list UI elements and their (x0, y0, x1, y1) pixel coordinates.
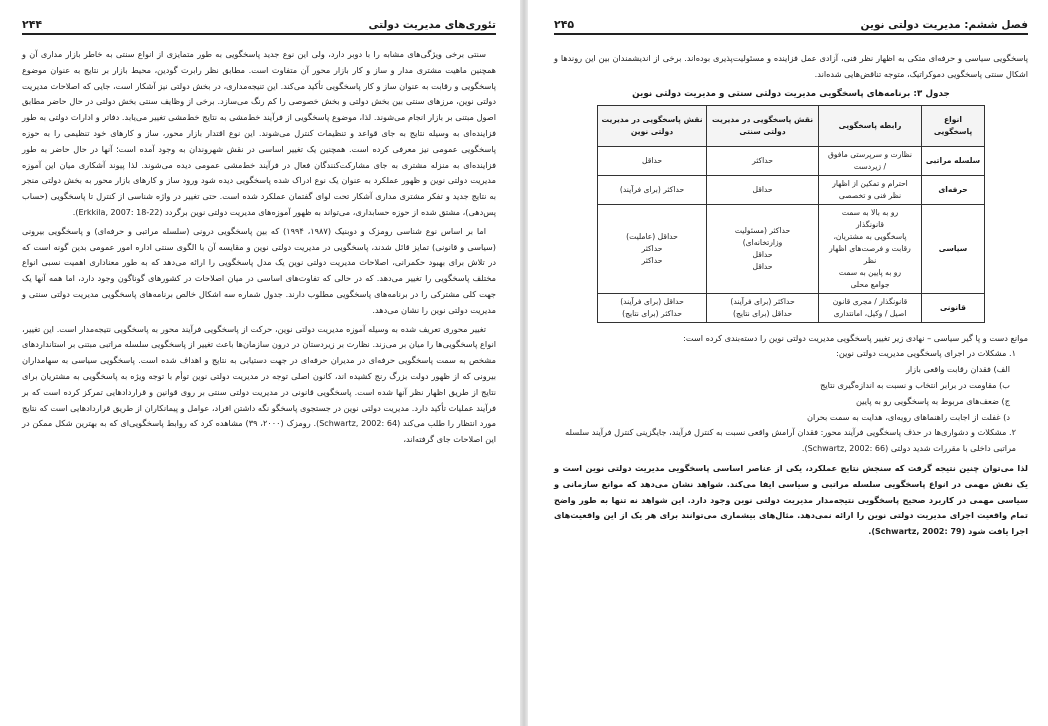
table-cell-new: حداکثر (برای فرآیند) (598, 175, 707, 204)
paragraph: سنتی برخی ویژگی‌های مشابه را با دوبر دارد، ولی این نوع جدید پاسخگویی به طور متمایزی از انواع سنتی به خاطر بازار مداری آن و همچنین ماهیت مشتری مدار و ساز و کار بازار محور آن متفاوت است. مطابق نظر رابرت گودین، محیط بازار بر نتایج به عنوان موضوع پاسخگویی و رقابت به عنوان ساز و کار پاسخگویی تأکید می‌کند. این تنیجه‌مداری، در بخش دولتی نیز آشکار است، جایی که اصلاحات مدیریت دولتی نوین، مرزهای سنتی بین بخش دولتی و بخش خصوصی را کم رنگ می‌سازد. برخی از وظایف سنتی بخش دولتی در حال حاضر مطابق اصول مبتنی بر بازار انجام می‌شوند. لذا، موضوع پاسخگویی از فرآیند خط‌مشی به نتایج خط‌مشی تغییر می‌یابد. دفاتر و ادارات دولتی به طور فزاینده‌ای به وسیله نتایج به جای قواعد و تنظیمات کنترل می‌شوند. این نوع اقتدار بازار محور، ساز و کارهای خود تنظیمی را به حوزه پاسخگویی عمومی نیز معرفی کرده است. همچنین یک تغییر اساسی در نقش شهروندان به وجود آمده است؛ آنها در حال حاضر به طور فزاینده‌ای به منزله مشتری به جای مشارکت‌کنندگان فعال در فرآیند خط‌مشی عمومی دیده می‌شوند. لذا پیوند آشکاری میان این آموزه مدیریت دولتی نوین و ظهور عملکرد به عنوان یک نوع ادراک شده پاسخگویی دیده شود ورود ساز و کارهای بازار محور به بخش دولتی منجر به نتایج جدید و تفکر مشتری مداری آشکار تحت لوای گفتمان عملکرد شده است. حتی تغییر در واژه شناسی از کنترل تا پاسخگویی (حساب پس‌دهی)، مشتق شده از حوزه حسابداری، می‌تواند به ظهور آموزه‌های مدیریت دولتی نوین برگردد (Erkkila, 2007: 18-22). (22, 49, 496, 217)
book-gutter (520, 0, 528, 726)
paragraph: لذا می‌توان چنین نتیجه گرفت که سنجش نتایج عملکرد، یکی از عناصر اساسی پاسخگویی مدیریت دولتی نوین است و یک نقش مهمی در انواع پاسخگویی سلسله مراتبی و سیاسی ایفا می‌کند. شواهد نشان می‌دهد که موانع سازمانی و سیاسی مهمی در کاربرد صحیح پاسخگویی نتیجه‌مدار مدیریت دولتی نوین وجود دارد. این شواهد نه تنها به طور واضح تمام واقعیت اجرای مدیریت دولتی نوین را ارائه نمی‌دهد. مثال‌های بیشماری می‌توانند برای هر یک از این واقعیت‌های اجرا یافت شود (Schwartz, 2002: 79). (554, 462, 1028, 537)
table-cell-new: حداقل (عاملیت) حداکثر حداکثر (598, 204, 707, 293)
left-page (0, 0, 520, 726)
table-cell-type: قانونی (922, 293, 985, 322)
citation: (Erkkila, 2007: 18-22) (75, 207, 163, 217)
right-intro (554, 51, 1028, 83)
table-row (598, 146, 985, 175)
list-item: ۱. مشکلات در اجرای پاسخگویی مدیریت دولتی نوین: (836, 348, 1016, 359)
table-cell-traditional: حداکثر (برای فرآیند) حداقل (برای نتایج) (707, 293, 819, 322)
conclusion (554, 461, 1028, 540)
table-cell-type: سیاسی (922, 204, 985, 293)
table-cell-relation: نظارت و سرپرستی مافوق / زیردست (819, 146, 922, 175)
table-cell-type: سلسله مراتبی (922, 146, 985, 175)
table-row (598, 204, 985, 293)
table-row (598, 293, 985, 322)
list-item: د) غفلت از اجابت راهنماهای رویه‌ای، هدایت به سمت بحران (806, 411, 1010, 422)
table-title: جدول ۳: برنامه‌های پاسخگویی مدیریت دولتی سنتی و مدیریت دولتی نوین (632, 88, 950, 99)
table-cell-relation: رو به بالا به سمت قانونگذار پاسخگویی به مشتریان، رقابت و فرصت‌های اظهار نظر رو به پایین به سمت جوامع محلی (819, 204, 922, 293)
table-cell-traditional: حداکثر (مسئولیت وزارتخانه‌ای) حداقل حداقل (707, 204, 819, 293)
left-page-number: ۲۴۴ (22, 18, 43, 31)
right-header-title: فصل ششم: مدیریت دولتی نوین (860, 19, 1028, 31)
table-cell-relation: احترام و تمکین از اظهار نظر فنی و تخصصی (819, 175, 922, 204)
paragraph: اما بر اساس نوع شناسی رومزک و دوبنیک (۱۹۸۷، ۱۹۹۴) که بین پاسخگویی درونی (سلسله مراتبی و حرفه‌ای) و پاسخگویی بیرونی (سیاسی و قانونی) تمایز قائل شدند، پاسخگویی در مدیریت دولتی نوین و مقایسه آن با الگوی سنتی اداره امور عمومی بدین گونه است که در تلاش برای بهبود حکمرانی، اصلاحات مدیریت دولتی نوین یک مدل پاسخگویی را ارائه می‌دهد که به طور معناداری اهمیت نسبی انواع مختلف پاسخگویی را تغییر می‌دهد. که در حالی که تفاوت‌های اساسی در میان اصلاحات در کشورهای گوناگون وجود دارد، اما همه آنها یک جهت کلی مشترکی را در برنامه‌های پاسخگویی مطلوب دارند. جدول شماره سه اشکال خالص برنامه‌های پاسخگویی مدیریت دولتی سنتی و مدیریت دولتی نوین را نشان می‌دهد. (22, 225, 496, 315)
right-page-number: ۲۴۵ (554, 18, 575, 31)
list-item: ۲. مشکلات و دشواری‌ها در حذف پاسخگویی فرآیند محور: فقدان آرامش واقعی نسبت به کنترل فرآیند، جایگزینی کنترل فرآیند سلسله مراتبی داخلی با مقررات شدید دولتی (Schwartz, 2002: 66). (565, 427, 1016, 454)
left-page-header (22, 18, 496, 35)
table-header: رابطه پاسخگویی (819, 105, 922, 146)
list-intro: موانع دست و پا گیر سیاسی – نهادی زیر تغییر پاسخگویی مدیریت دولتی نوین را دسته‌بندی کرده است: (683, 332, 1028, 343)
table-row (598, 175, 985, 204)
list-item: ج) ضعف‌های مربوط به پاسخگویی رو به پایین (855, 395, 1010, 406)
paragraph: پاسخگویی سیاسی و حرفه‌ای متکی به اظهار نظر فنی، آزادی عمل فزاینده و مسئولیت‌پذیری بوده‌اند. برخی از اندیشمندان بین این روندها و اشکال سنتی پاسخگویی دموکراتیک، متوجه تناقض‌هایی شده‌اند. (554, 53, 1028, 79)
table-header-row (598, 105, 985, 146)
table-header: نقش پاسخگویی در مدیریت دولتی نوین (598, 105, 707, 146)
left-header-title: تئوری‌های مدیریت دولتی (368, 19, 496, 31)
right-page-header (554, 18, 1028, 35)
list-item: ب) مقاومت در برابر انتخاب و نسبت به اندازه‌گیری نتایج (820, 379, 1010, 390)
table-cell-traditional: حداقل (707, 175, 819, 204)
list-item: الف) فقدان رقابت واقعی بازار (905, 364, 1010, 375)
table-header: نقش پاسخگویی در مدیریت دولتی سنتی (707, 105, 819, 146)
accountability-table (597, 105, 985, 323)
paragraph: تغییر محوری تعریف شده به وسیله آموزه مدیریت دولتی نوین، حرکت از پاسخگویی فرآیند محور به پاسخگویی نتیجه‌مدار است. این تغییر، انواع پاسخگویی‌ها را میان بر می‌زند. نظارت بر زیردستان در درون سازمان‌ها باعث تغییر از پاسخگویی سلسله مراتبی مبتنی بر استانداردهای مشخص به سمت پاسخگویی حرفه‌ای در مدیران حرفه‌ای در جهت دستیابی به نتایج و اهداف شده است. پاسخگویی سیاسی به سهامداران بیرونی که از ظهور دولت بزرگ رنج کشیده اند، کانون اصلی توجه در مدیریت دولتی نوین توأم با توجه ویژه به پاسخگویی به مشتریان برای نتایج از طریق اظهار نظر آنها شده است. پاسخگویی قانونی در مدیریت دولتی سنتی بر روی قوانین و قراردادهایی تمرکز کرده است که بر فرآیند عملیات تأکید دارد. مدیریت دولتی نوین در جستجوی پاسخگو نگه داشتن افراد، عوامل و پیمانکاران از طریق قراردادهایی است که نتایج مورد انتظار را طلب می‌کند (Schwartz, 2002: 64). رومزک (۲۰۰۰، ۳۹) مشاهده کرد که روابط پاسخگویی‌ای که به بهترین شکل ممکن در این اصلاحات جای گرفته‌اند، (22, 323, 497, 445)
table-cell-new: حداقل (برای فرآیند) حداکثر (برای نتایج) (598, 293, 707, 322)
table-cell-traditional: حداکثر (707, 146, 819, 175)
left-page-body (22, 47, 496, 448)
table-header: انواع پاسخگویی (922, 105, 985, 146)
citation: (Schwartz, 2002: 64) (316, 419, 401, 429)
table-cell-relation: قانونگذار / مجری قانون اصیل / وکیل، امانتداری (819, 293, 922, 322)
citation: (Schwartz, 2002: 79) (871, 527, 966, 537)
table-body (598, 146, 985, 322)
obstacles-list (554, 331, 1028, 457)
citation: (Schwartz, 2002: 66) (804, 444, 889, 454)
table-cell-type: حرفه‌ای (922, 175, 985, 204)
table-cell-new: حداقل (598, 146, 707, 175)
right-page (528, 0, 1048, 726)
